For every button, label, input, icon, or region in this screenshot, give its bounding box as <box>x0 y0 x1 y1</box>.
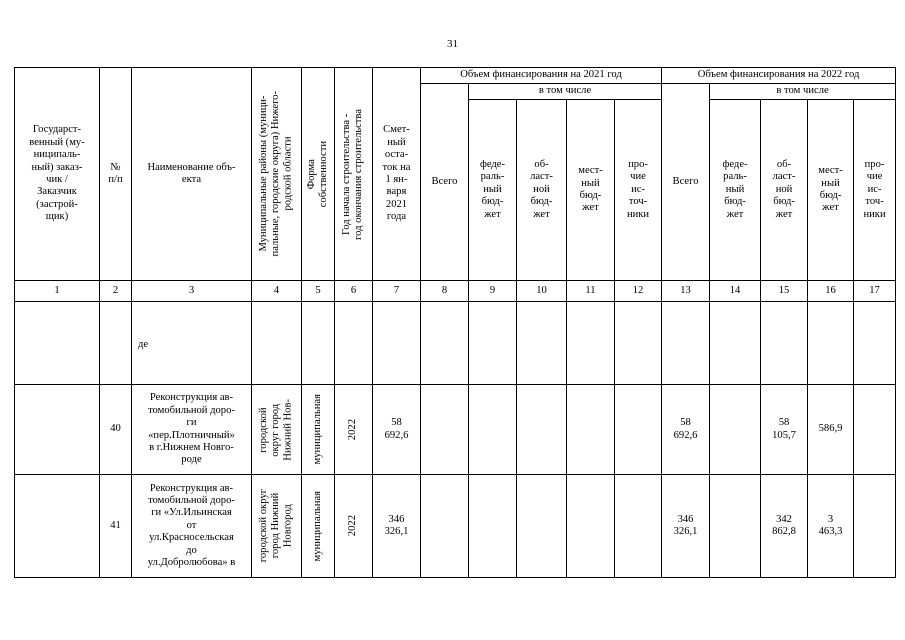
header-ownership: Форма собственности <box>302 68 335 281</box>
financing-table <box>14 67 896 578</box>
cell-2021-other <box>615 475 662 578</box>
cell-number <box>100 302 132 385</box>
header-customer: Государст- венный (му- ниципаль- ный) заказ- чик / Заказчик (застрой- щик) <box>15 68 100 281</box>
cell-district <box>252 302 302 385</box>
header-2021-other: про- чие ис- точ- ники <box>615 100 662 281</box>
cell-ownership: муниципальная <box>302 475 335 578</box>
cell-ownership: муниципальная <box>302 385 335 475</box>
column-number: 7 <box>373 281 421 302</box>
header-object-name: Наименование объ- екта <box>132 68 252 281</box>
cell-2021-other <box>615 385 662 475</box>
column-number: 12 <box>615 281 662 302</box>
table-row <box>15 302 896 385</box>
cell-2021-regional <box>517 302 567 385</box>
header-funding-2022: Объем финансирования на 2022 год <box>662 68 896 84</box>
header-2021-regional: об- ласт- ной бюд- жет <box>517 100 567 281</box>
cell-2022-total <box>662 302 710 385</box>
column-number: 17 <box>854 281 896 302</box>
cell-2022-regional: 342 862,8 <box>761 475 808 578</box>
column-number: 13 <box>662 281 710 302</box>
column-number: 10 <box>517 281 567 302</box>
cell-2021-total <box>421 385 469 475</box>
cell-2021-total <box>421 475 469 578</box>
cell-district: городской округ город Нижний Новгород <box>252 475 302 578</box>
header-2022-total: Всего <box>662 84 710 281</box>
column-number: 14 <box>710 281 761 302</box>
column-number: 16 <box>808 281 854 302</box>
cell-object-name: Реконструкция ав- томобильной доро- ги «Ул.Ильинская от ул.Красносельская до ул.Добролюбова» в <box>132 475 252 578</box>
column-number: 1 <box>15 281 100 302</box>
cell-estimate: 58 692,6 <box>373 385 421 475</box>
cell-2021-federal <box>469 302 517 385</box>
header-2022-other: про- чие ис- точ- ники <box>854 100 896 281</box>
cell-customer <box>15 385 100 475</box>
header-2021-federal: феде- раль- ный бюд- жет <box>469 100 517 281</box>
cell-2022-other <box>854 475 896 578</box>
column-number: 11 <box>567 281 615 302</box>
cell-estimate: 346 326,1 <box>373 475 421 578</box>
column-number: 3 <box>132 281 252 302</box>
cell-2021-other <box>615 302 662 385</box>
cell-district: городской округ город Нижний Нов- <box>252 385 302 475</box>
cell-2022-local <box>808 302 854 385</box>
cell-object-name: Реконструкция ав- томобильной доро- ги «пер.Плотничный» в г.Нижнем Новго- роде <box>132 385 252 475</box>
cell-2021-regional <box>517 475 567 578</box>
cell-2022-federal <box>710 475 761 578</box>
header-estimate-balance: Смет- ный оста- ток на 1 ян- варя 2021 года <box>373 68 421 281</box>
cell-number: 41 <box>100 475 132 578</box>
cell-2022-total: 346 326,1 <box>662 475 710 578</box>
cell-2022-other <box>854 385 896 475</box>
page-number: 31 <box>447 38 458 50</box>
cell-2022-federal <box>710 385 761 475</box>
column-number: 2 <box>100 281 132 302</box>
cell-2022-total: 58 692,6 <box>662 385 710 475</box>
cell-customer <box>15 475 100 578</box>
header-municipal-district: Муниципальные районы (муници- пальные, городские округа) Нижего- родской области <box>252 68 302 281</box>
cell-number: 40 <box>100 385 132 475</box>
cell-2021-federal <box>469 475 517 578</box>
cell-2022-federal <box>710 302 761 385</box>
column-number: 5 <box>302 281 335 302</box>
table-row <box>15 475 896 578</box>
cell-years <box>335 302 373 385</box>
cell-2021-federal <box>469 385 517 475</box>
column-number: 6 <box>335 281 373 302</box>
header-2022-regional: об- ласт- ной бюд- жет <box>761 100 808 281</box>
header-2021-total: Всего <box>421 84 469 281</box>
header-number: № п/п <box>100 68 132 281</box>
cell-2022-regional <box>761 302 808 385</box>
column-number: 9 <box>469 281 517 302</box>
cell-2021-regional <box>517 385 567 475</box>
cell-2022-regional: 58 105,7 <box>761 385 808 475</box>
column-number: 8 <box>421 281 469 302</box>
cell-2022-other <box>854 302 896 385</box>
column-number: 4 <box>252 281 302 302</box>
column-number: 15 <box>761 281 808 302</box>
column-number-row <box>15 281 896 302</box>
cell-customer <box>15 302 100 385</box>
header-2022-local: мест- ный бюд- жет <box>808 100 854 281</box>
cell-years: 2022 <box>335 385 373 475</box>
cell-years: 2022 <box>335 475 373 578</box>
cell-2021-local <box>567 385 615 475</box>
cell-object-name: де <box>132 302 252 385</box>
header-years: Год начала строительства - год окончания строительства <box>335 68 373 281</box>
cell-2022-local: 3 463,3 <box>808 475 854 578</box>
header-2021-local: мест- ный бюд- жет <box>567 100 615 281</box>
cell-2022-local: 586,9 <box>808 385 854 475</box>
header-2021-including: в том числе <box>469 84 662 100</box>
header-funding-2021: Объем финансирования на 2021 год <box>421 68 662 84</box>
header-2022-including: в том числе <box>710 84 896 100</box>
cell-2021-total <box>421 302 469 385</box>
cell-ownership <box>302 302 335 385</box>
cell-2021-local <box>567 475 615 578</box>
cell-estimate <box>373 302 421 385</box>
table-row <box>15 385 896 475</box>
cell-2021-local <box>567 302 615 385</box>
header-2022-federal: феде- раль- ный бюд- жет <box>710 100 761 281</box>
